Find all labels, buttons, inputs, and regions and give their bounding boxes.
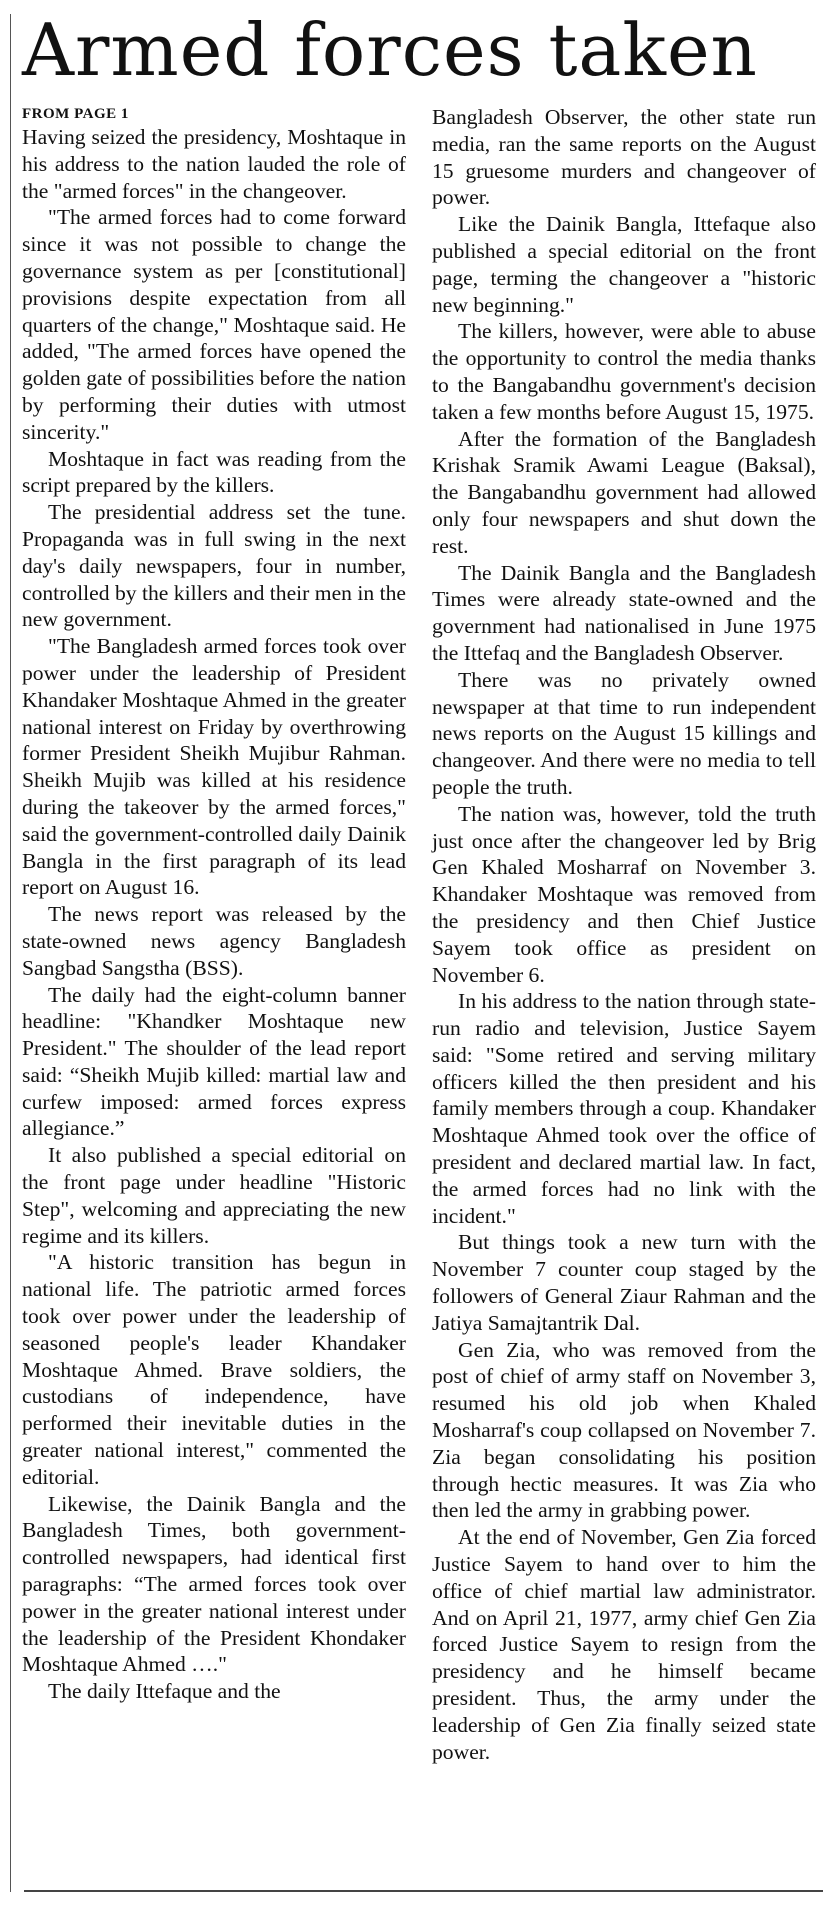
- dateline: FROM PAGE 1: [22, 106, 129, 122]
- paragraph: There was no privately owned newspaper at that time to run independent news reports on the August 15 killings and changeover. And there were no media to tell people the truth.: [432, 667, 816, 799]
- paragraph: At the end of November, Gen Zia forced Justice Sayem to hand over to him the office of chief martial law administrator. And on April 21, 1977, army chief Gen Zia forced Justice Sayem to resign from the presidency and he himself became president. Thus, the army under the leadership of Gen Zia finally seized state power.: [432, 1525, 816, 1764]
- paragraph: "The Bangladesh armed forces took over power under the leadership of President Khandaker Moshtaque Ahmed in the greater national interest on Friday by overthrowing former President Sheikh Mujibur Rahman. Sheikh Mujib was killed at his residence during the takeover by the armed forces," said the government-controlled daily Dainik Bangla in the first paragraph of its lead report on August 16.: [22, 634, 406, 900]
- paragraph: Having seized the presidency, Moshtaque in his address to the nation lauded the role of the "armed forces" in the changeover.: [22, 125, 406, 203]
- paragraph: The presidential address set the tune. Propaganda was in full swing in the next day's daily newspapers, four in number, controlled by the killers and their men in the new government.: [22, 500, 406, 632]
- paragraph: The news report was released by the state-owned news agency Bangladesh Sangbad Sangstha (BSS).: [22, 902, 406, 980]
- paragraph: It also published a special editorial on the front page under headline "Historic Step", welcoming and appreciating the new regime and its killers.: [22, 1143, 406, 1248]
- paragraph: The killers, however, were able to abuse the opportunity to control the media thanks to the Bangabandhu government's decision taken a few months before August 15, 1975.: [432, 319, 816, 424]
- paragraph: But things took a new turn with the November 7 counter coup staged by the followers of General Ziaur Rahman and the Jatiya Samajtantrik Dal.: [432, 1230, 816, 1335]
- paragraph: The daily had the eight-column banner headline: "Khandker Moshtaque new President." The shoulder of the lead report said: “Sheikh Mujib killed: martial law and curfew imposed: armed forces express allegiance.”: [22, 982, 406, 1141]
- paragraph: Likewise, the Dainik Bangla and the Bangladesh Times, both government-controlled newspapers, had identical first paragraphs: “The armed forces took over power in the greater national interest under the leadership of the President Khondaker Moshtaque Ahmed ….": [22, 1491, 406, 1677]
- paragraph: "A historic transition has begun in national life. The patriotic armed forces took over power under the leadership of seasoned people's leader Khandaker Moshtaque Ahmed. Brave soldiers, the custodians of independence, have performed their inevitable duties in the greater national interest," commented the editorial.: [22, 1250, 406, 1489]
- paragraph: The nation was, however, told the truth just once after the changeover led by Brig Gen Khaled Mosharraf on November 3. Khandaker Moshtaque was removed from the presidency and then Chief Justice Sayem took office as president on November 6.: [432, 801, 816, 987]
- paragraph: The daily Ittefaque and the: [48, 1679, 281, 1704]
- left-column-rule: [10, 14, 11, 1892]
- paragraph: "The armed forces had to come forward since it was not possible to change the governance system as per [constitutional] provisions despite expectation from all quarters of the change," Moshtaque said. He added, "The armed forces have opened the golden gate of possibilities before the nation by performing their duties with utmost sincerity.": [22, 205, 406, 444]
- paragraph: The Dainik Bangla and the Bangladesh Times were already state-owned and the government had nationalised in June 1975 the Ittefaq and the Bangladesh Observer.: [432, 560, 816, 665]
- paragraph: Moshtaque in fact was reading from the script prepared by the killers.: [22, 446, 406, 498]
- paragraph: Gen Zia, who was removed from the post of chief of army staff on November 3, resumed his old job when Khaled Mosharraf's coup collapsed on November 7. Zia began consolidating his position through hectic measures. It was Zia who then led the army in grabbing power.: [432, 1337, 816, 1523]
- paragraph: After the formation of the Bangladesh Krishak Sramik Awami League (Baksal), the Bangabandhu government had allowed only four newspapers and shut down the rest.: [432, 426, 816, 558]
- paragraph: Like the Dainik Bangla, Ittefaque also published a special editorial on the front page, terming the changeover a "historic new beginning.": [432, 212, 816, 317]
- column-right: [432, 104, 816, 1765]
- headline: Armed forces taken: [22, 8, 758, 92]
- column-left: [22, 104, 406, 1705]
- bottom-rule: [24, 1890, 823, 1892]
- paragraph: In his address to the nation through state-run radio and television, Justice Sayem said: "Some retired and serving military officers killed the then president and his family members through a coup. Khandaker Moshtaque Ahmed took over the office of president and declared martial law. In fact, the armed forces had no link with the incident.": [432, 989, 816, 1228]
- paragraph: Bangladesh Observer, the other state run media, ran the same reports on the August 15 gruesome murders and changeover of power.: [432, 105, 816, 210]
